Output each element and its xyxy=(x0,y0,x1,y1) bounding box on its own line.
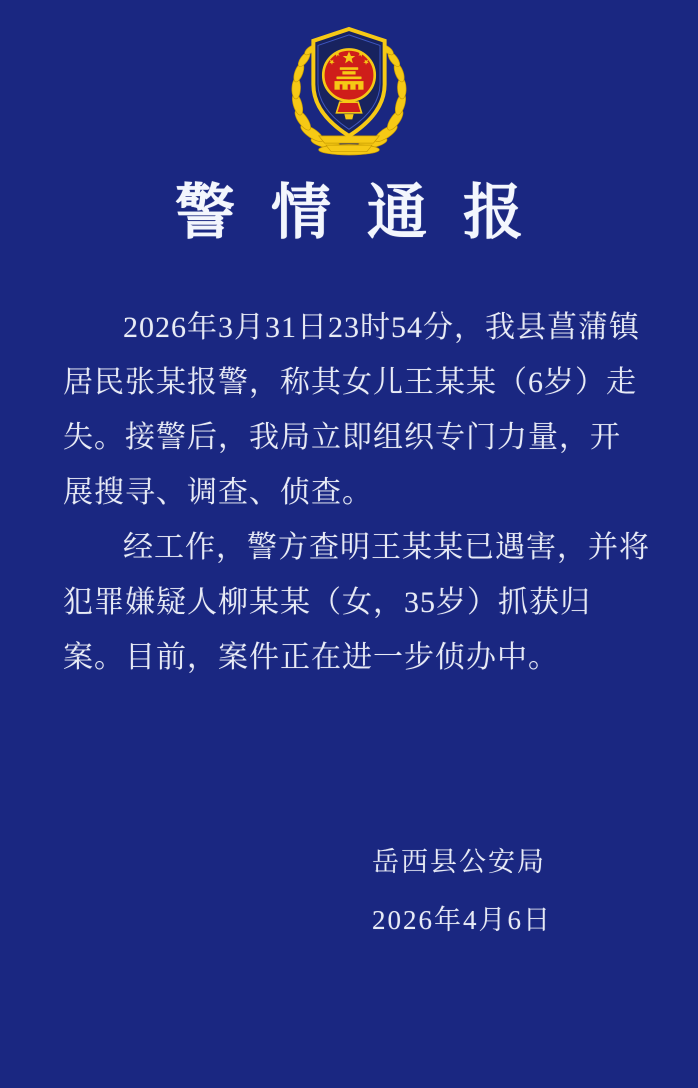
issue-date: 2026年4月6日 xyxy=(372,905,552,935)
notice-body xyxy=(0,300,698,685)
police-badge-icon xyxy=(283,26,415,156)
signature-block xyxy=(372,833,698,949)
issuing-authority: 岳西县公安局 xyxy=(372,847,546,877)
notice-paragraph-1: 2026年3月31日23时54分，我县菖蒲镇居民张某报警，称其女儿王某某（6岁）走失。接警后，我局立即组织专门力量，开展搜寻、调查、侦查。 xyxy=(63,311,640,509)
police-notice-page xyxy=(0,26,698,1088)
notice-title: 警情通报 xyxy=(175,180,559,246)
police-notice-poster xyxy=(0,26,698,1088)
notice-paragraph-2: 经工作，警方查明王某某已遇害，并将犯罪嫌疑人柳某某（女，35岁）抓获归案。目前，案件正在进一步侦办中。 xyxy=(63,531,650,674)
